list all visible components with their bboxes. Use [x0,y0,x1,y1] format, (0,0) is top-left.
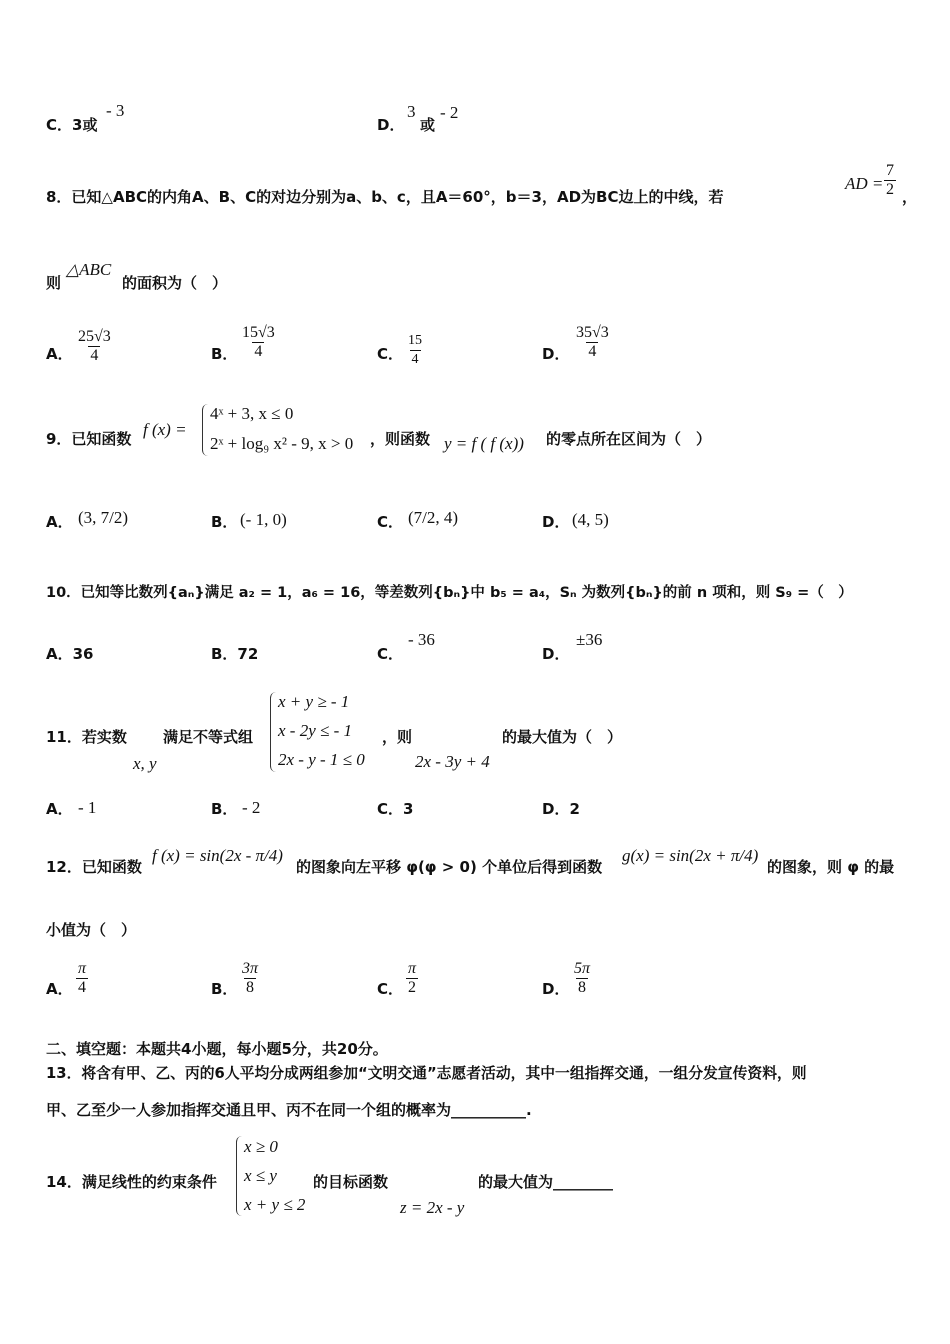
q9-case1: 4ˣ + 3, x ≤ 0 [210,404,294,423]
q9-stem-a: 9．已知函数 [46,430,132,448]
q10-stem: 10．已知等比数列{aₙ}满足 a₂ = 1，a₆ = 16，等差数列{bₙ}中 b₅ = a₄，Sₙ 为数列{bₙ}的前 n 项和，则 S₉ =（ ） [46,585,853,601]
q9-fx: f (x) = [143,420,187,439]
q11-vars: x, y [133,754,157,773]
q12-option-b-value [240,960,260,997]
q9-stem-b: ，则函数 [370,430,431,448]
denominator: 4 [90,347,99,364]
q11-ineq1: x + y ≥ - 1 [278,692,350,711]
q7-option-d-value2: - 2 [440,103,459,122]
numerator: 5π [574,960,591,977]
q7-option-c-value: - 3 [106,101,125,120]
numerator: 35√3 [576,324,609,341]
q11-ineq3: 2x - y - 1 ≤ 0 [278,750,365,769]
denominator: 2 [408,979,416,996]
q9-option-b: B． [211,513,238,531]
q11-ineq2: x - 2y ≤ - 1 [278,721,352,740]
q11-option-b-value: - 2 [242,798,261,817]
q9-brace [202,404,208,456]
q14-z: z = 2x - y [400,1198,465,1217]
denominator: 4 [411,352,419,367]
q12-option-d: D． [542,980,570,998]
q8-option-a: A． [46,345,73,363]
q12-option-a: A． [46,980,73,998]
q13-line2: 甲、乙至少一人参加指挥交通且甲、丙不在同一个组的概率为__________. [46,1101,532,1119]
q14-stem-c: 的最大值为________ [478,1173,614,1191]
q11-option-a: A． [46,800,73,818]
q11-stem-d: 的最大值为（ ） [502,728,623,746]
q10-option-b: B．72 [211,645,259,663]
q14-stem-a: 14．满足线性的约束条件 [46,1173,217,1191]
numerator: 25√3 [78,328,111,345]
q7-option-d-or: 或 [420,116,436,134]
q9-option-a-value: (3, 7/2) [78,508,129,527]
q12-stem-c: 的图象，则 φ 的最 [767,858,895,876]
numerator: π [408,960,417,977]
q8-ad: AD = [845,174,884,193]
q8-option-c-value [406,332,424,369]
numerator: 7 [886,162,894,179]
q8-comma: ， [902,188,918,206]
q8-option-c: C． [377,345,404,363]
q8-option-b-value [240,324,277,361]
q9-y: y = f ( f (x)) [444,434,524,453]
q11-option-a-value: - 1 [78,798,97,817]
q8-option-b: B． [211,345,238,363]
numerator: 15 [408,333,422,348]
numerator: π [78,960,87,977]
q12-option-b: B． [211,980,238,998]
q9-option-d-value: (4, 5) [572,510,609,529]
q11-option-b: B． [211,800,238,818]
q9-option-d: D． [542,513,570,531]
q8-ad-fraction [884,162,896,199]
q11-stem-b: 满足不等式组 [163,728,254,746]
q10-option-d: D． [542,645,570,663]
q14-c2: x ≤ y [244,1166,277,1185]
q9-option-b-value: (- 1, 0) [240,510,287,529]
q12-g: g(x) = sin(2x + π/4) [622,846,759,865]
denominator: 2 [886,181,894,198]
section-2-heading: 二、填空题：本题共4小题，每小题5分，共20分。 [46,1040,388,1058]
q8-option-d-value [574,324,611,361]
q12-option-a-value [76,960,88,997]
q13-line1: 13．将含有甲、乙、丙的6人平均分成两组参加“文明交通”志愿者活动，其中一组指挥交通，一组分发宣传资料，则 [46,1065,807,1082]
q7-option-d-value1: 3 [407,102,416,121]
q8-option-a-value [76,328,113,365]
q7-option-c: C．3或 [46,116,98,134]
q12-option-c-value [406,960,418,997]
denominator: 4 [254,343,263,360]
q9-option-c: C． [377,513,404,531]
q8-then: 则 [46,274,62,292]
numerator: 3π [242,960,259,977]
q8-area-text: 的面积为（ ） [122,274,228,292]
q11-option-c: C．3 [377,800,414,818]
denominator: 4 [588,343,597,360]
q9-stem-c: 的零点所在区间为（ ） [546,430,712,448]
q12-option-c: C． [377,980,404,998]
q10-option-c: C． [377,645,404,663]
q10-option-c-value: - 36 [408,630,435,649]
q9-option-a: A． [46,513,73,531]
q11-stem-c: ，则 [382,728,413,746]
numerator: 15√3 [242,324,275,341]
q8-stem: 8．已知△ABC的内角A、B、C的对边分别为a、b、c，且A＝60°，b＝3，AD为BC边上的中线，若 [46,188,724,206]
q12-option-d-value [572,960,592,997]
q10-option-d-value: ±36 [576,630,603,649]
q14-c1: x ≥ 0 [244,1137,278,1156]
q14-brace [236,1136,242,1216]
q7-option-d: D． [377,116,405,134]
q9-case2: 2ˣ + log₉ x² - 9, x > 0 [210,434,354,453]
q11-option-d: D．2 [542,800,580,818]
denominator: 8 [246,979,254,996]
q11-stem-a: 11．若实数 [46,728,127,746]
q11-brace [270,692,276,772]
q8-triangle: △ABC [66,260,112,279]
q12-stem-a: 12．已知函数 [46,858,142,876]
denominator: 4 [78,979,86,996]
q12-f: f (x) = sin(2x - π/4) [152,846,283,865]
q14-c3: x + y ≤ 2 [244,1195,306,1214]
q9-option-c-value: (7/2, 4) [408,508,459,527]
q11-expr: 2x - 3y + 4 [415,752,490,771]
q14-stem-b: 的目标函数 [313,1173,389,1191]
q12-line2: 小值为（ ） [46,921,137,939]
q10-option-a: A．36 [46,645,94,663]
q8-option-d: D． [542,345,570,363]
q12-stem-b: 的图象向左平移 φ(φ > 0) 个单位后得到函数 [296,858,603,876]
denominator: 8 [578,979,586,996]
